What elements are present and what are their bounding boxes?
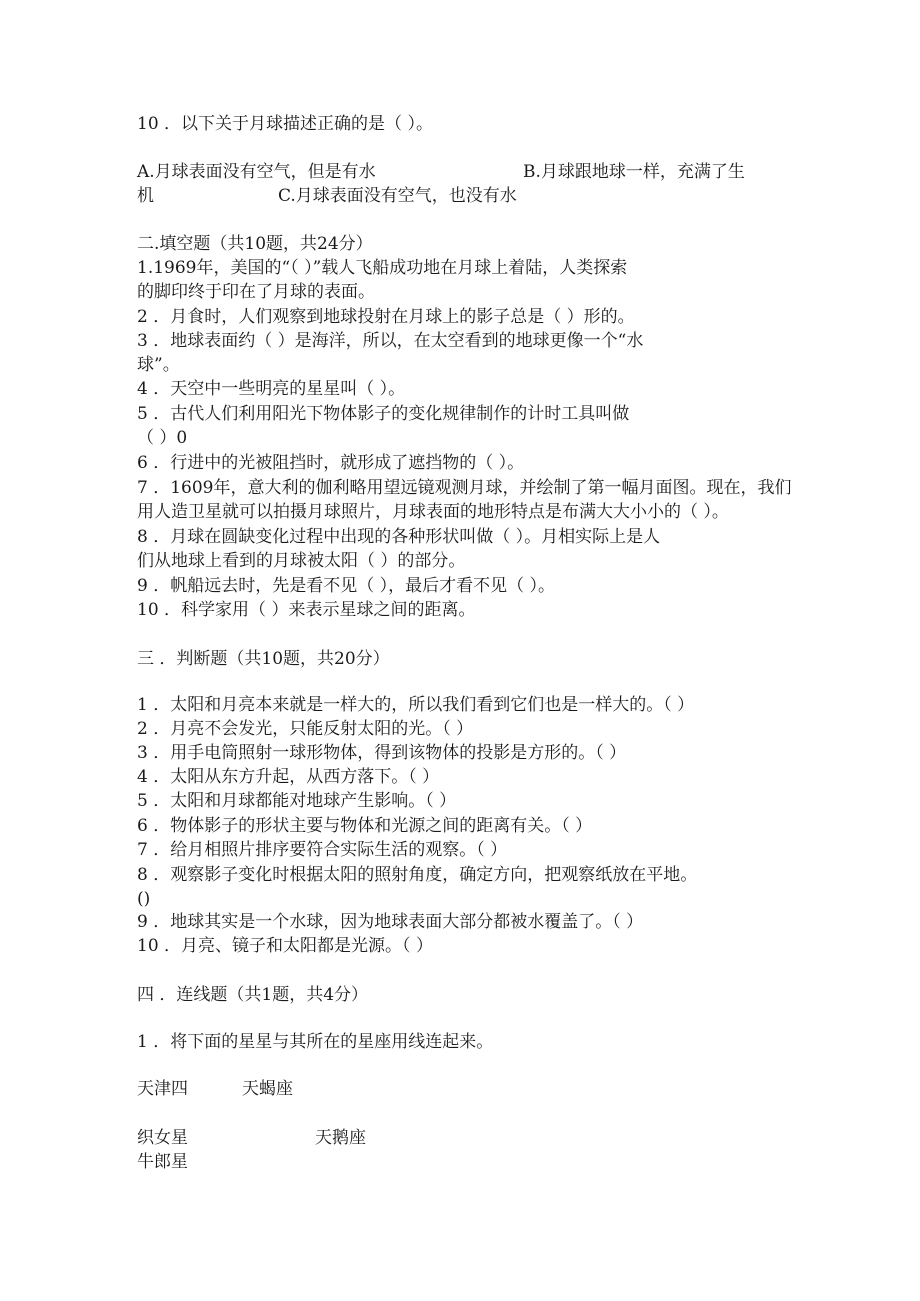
fill-blank-line: 3 ．地球表面约（ ）是海洋，所以，在太空看到的地球更像一个“水 [137, 331, 644, 351]
judge-item: 2 ．月亮不会发光，只能反射太阳的光。（ ） [137, 719, 474, 739]
judge-item: 5 ．太阳和月球都能对地球产生影响。（ ） [137, 791, 457, 811]
judge-item: 6 ．物体影子的形状主要与物体和光源之间的距离有关。（ ） [137, 816, 593, 836]
fill-blank-heading: 二.填空题（共10题，共24分） [137, 234, 373, 254]
option-b: B.月球跟地球一样，充满了生 [523, 162, 745, 182]
option-c: C.月球表面没有空气，也没有水 [278, 186, 517, 206]
fill-blank-line: 9 ．帆船远去时，先是看不见（ ），最后才看不见（ ）。 [137, 576, 556, 596]
option-a: A.月球表面没有空气，但是有水 [137, 162, 376, 182]
fill-blank-line: 10 ．科学家用（ ）来表示星球之间的距离。 [137, 600, 476, 620]
fill-blank-line: 8 ．月球在圆缺变化过程中出现的各种形状叫做（ ）。月相实际上是人 [137, 527, 661, 547]
judge-item: 3 ．用手电筒照射一球形物体，得到该物体的投影是方形的。（ ） [137, 743, 627, 763]
fill-blank-line: 1.1969年，美国的“（ ）”载人飞船成功地在月球上着陆，人类探索 [137, 258, 628, 278]
judge-heading: 三 ．判断题（共10题，共20分） [137, 649, 390, 669]
judge-item: () [137, 889, 151, 909]
match-instruction: 1 ．将下面的星星与其所在的星座用线连起来。 [137, 1032, 494, 1052]
option-b-continued: 机 [137, 186, 154, 206]
judge-item: 8 ．观察影子变化时根据太阳的照射角度，确定方向，把观察纸放在平地。 [137, 865, 698, 885]
judge-item: 1 ．太阳和月亮本来就是一样大的，所以我们看到它们也是一样大的。（ ） [137, 695, 695, 715]
star-name: 天津四 [137, 1079, 188, 1099]
judge-item: 10 ．月亮、镜子和太阳都是光源。（ ） [137, 936, 433, 956]
constellation-name: 天鹅座 [315, 1128, 366, 1148]
star-name: 牛郎星 [137, 1152, 188, 1172]
fill-blank-line: 4 ．天空中一些明亮的星星叫（ ）。 [137, 379, 406, 399]
fill-blank-line: 们从地球上看到的月球被太阳（ ）的部分。 [137, 551, 466, 571]
fill-blank-line: 7 ．1609年，意大利的伽利略用望远镜观测月球，并绘制了第一幅月面图。现在，我们 [137, 478, 792, 498]
fill-blank-line: 5 ．古代人们利用阳光下物体影子的变化规律制作的计时工具叫做 [137, 404, 630, 424]
judge-item: 7 ．给月相照片排序要符合实际生活的观察。（ ） [137, 840, 508, 860]
fill-blank-line: （ ）0 [137, 428, 188, 448]
constellation-name: 天蝎座 [242, 1079, 293, 1099]
star-name: 织女星 [137, 1128, 188, 1148]
judge-item: 9 ．地球其实是一个水球，因为地球表面大部分都被水覆盖了。（ ） [137, 912, 644, 932]
judge-item: 4 ．太阳从东方升起，从西方落下。（ ） [137, 767, 440, 787]
match-heading: 四 ．连线题（共1题，共4分） [137, 985, 369, 1005]
fill-blank-line: 2 ．月食时，人们观察到地球投射在月球上的影子总是（ ）形的。 [137, 307, 635, 327]
fill-blank-line: 6 ．行进中的光被阻挡时，就形成了遮挡物的（ ）。 [137, 453, 525, 473]
fill-blank-line: 用人造卫星就可以拍摄月球照片，月球表面的地形特点是布满大大小小的（ ）。 [137, 502, 729, 522]
fill-blank-line: 球”。 [137, 355, 180, 375]
question-10-stem: 10 ．以下关于月球描述正确的是（ ）。 [137, 114, 433, 134]
fill-blank-line: 的脚印终于印在了月球的表面。 [137, 282, 375, 302]
